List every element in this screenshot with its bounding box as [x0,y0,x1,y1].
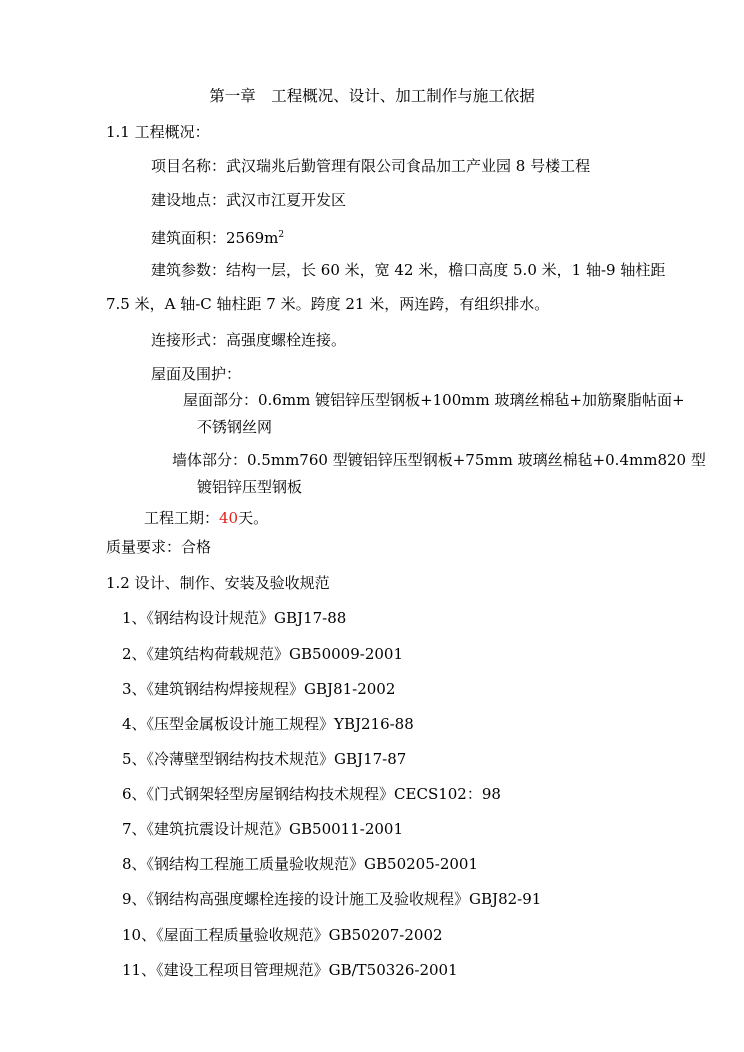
wall-spec-line-1: 墙体部分：0.5mm760 型镀铝锌压型钢板+75mm 玻璃丝棉毡+0.4mm820 型 [172,451,706,469]
standard-item: 10、《屋面工程质量验收规范》GB50207-2002 [122,926,443,944]
roof-enclosure-heading: 屋面及围护： [151,365,242,383]
wall-spec-line-2: 镀铝锌压型钢板 [197,478,303,496]
standard-item: 4、《压型金属板设计施工规程》YBJ216-88 [122,715,414,733]
chapter-title: 第一章 工程概况、设计、加工制作与施工依据 [209,87,535,105]
standard-item: 7、《建筑抗震设计规范》GB50011-2001 [122,820,404,838]
construction-period [144,508,268,528]
construction-period-prefix: 工程工期： [144,509,220,527]
construction-period-suffix: 天。 [238,509,269,527]
project-name: 项目名称：武汉瑞兆后勤管理有限公司食品加工产业园 8 号楼工程 [151,157,591,175]
project-location: 建设地点：武汉市江夏开发区 [151,191,347,209]
building-area [151,225,284,248]
standard-item: 2、《建筑结构荷载规范》GB50009-2001 [122,645,404,663]
standard-item: 1、《钢结构设计规范》GBJ17-88 [122,609,347,627]
building-area-unit-superscript: 2 [278,230,285,240]
standard-item: 11、《建设工程项目管理规范》GB/T50326-2001 [122,961,458,979]
quality-requirement: 质量要求：合格 [106,538,212,556]
construction-period-days: 40 [219,509,239,527]
roof-spec-line-2: 不锈钢丝网 [197,418,273,436]
connection-type: 连接形式：高强度螺栓连接。 [151,331,347,349]
standard-item: 8、《钢结构工程施工质量验收规范》GB50205-2001 [122,855,479,873]
section-heading-1-2: 1.2 设计、制作、安装及验收规范 [106,574,330,592]
section-heading-1-1: 1.1 工程概况： [106,123,210,141]
building-params-line-2: 7.5 米，A 轴-C 轴柱距 7 米。跨度 21 米，两连跨，有组织排水。 [106,295,550,313]
building-area-text: 建筑面积：2569m [151,229,279,247]
roof-spec-line-1: 屋面部分：0.6mm 镀铝锌压型钢板+100mm 玻璃丝棉毡+加筋聚脂帖面+ [183,391,685,409]
standard-item: 5、《冷薄壁型钢结构技术规范》GBJ17-87 [122,750,407,768]
standard-item: 6、《门式钢架轻型房屋钢结构技术规程》CECS102：98 [122,785,501,803]
building-params-line-1: 建筑参数：结构一层，长 60 米，宽 42 米，檐口高度 5.0 米，1 轴-9 轴柱距 [151,261,666,279]
standard-item: 3、《建筑钢结构焊接规程》GBJ81-2002 [122,680,396,698]
standard-item: 9、《钢结构高强度螺栓连接的设计施工及验收规程》GBJ82-91 [122,890,542,908]
